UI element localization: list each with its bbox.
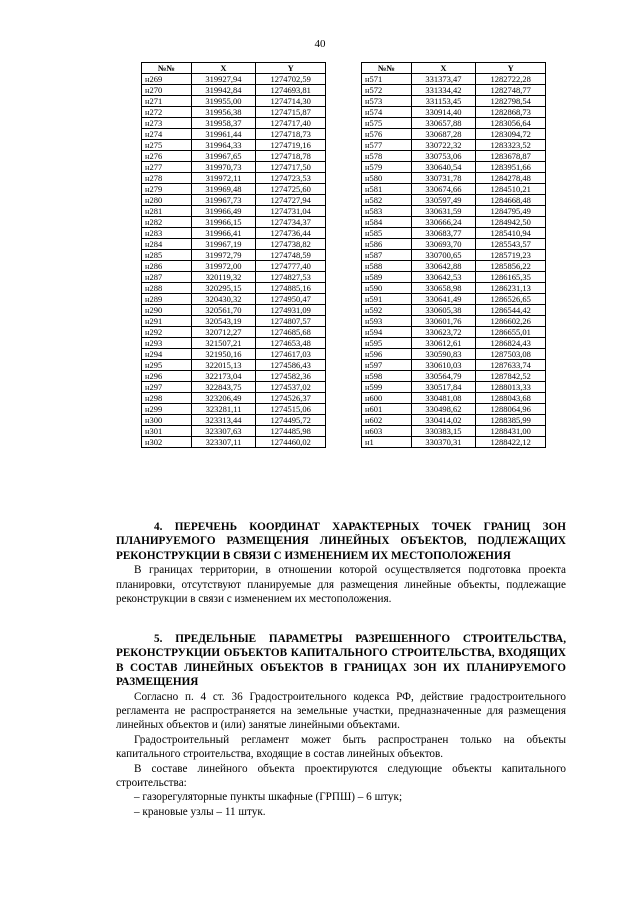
table-body <box>142 74 326 448</box>
point-number-cell: н603 <box>362 426 412 437</box>
point-number-cell: н584 <box>362 217 412 228</box>
table-row <box>142 338 326 349</box>
table-row <box>362 217 546 228</box>
x-coordinate-cell: 321507,21 <box>191 338 256 349</box>
y-coordinate-cell: 1286165,35 <box>476 272 546 283</box>
point-number-cell: н293 <box>142 338 192 349</box>
table-row <box>362 272 546 283</box>
column-header-y: Y <box>476 63 546 74</box>
section-4-heading-text: 4. ПЕРЕЧЕНЬ КООРДИНАТ ХАРАКТЕРНЫХ ТОЧЕК ГРАНИЦ ЗОН ПЛАНИРУЕМОГО РАЗМЕЩЕНИЯ ЛИНЕЙНЫХ ОБЪЕКТОВ, ПОДЛЕЖАЩИХ РЕКОНСТРУКЦИИ В СВЯЗИ С ИЗМЕНЕНИЕМ ИХ МЕСТОПОЛОЖЕНИЯ <box>116 521 566 562</box>
table-row <box>362 206 546 217</box>
point-number-cell: н575 <box>362 118 412 129</box>
x-coordinate-cell: 330383,15 <box>411 426 476 437</box>
table-row <box>142 283 326 294</box>
table-row <box>362 327 546 338</box>
table-row <box>142 382 326 393</box>
y-coordinate-cell: 1274586,43 <box>256 360 326 371</box>
x-coordinate-cell: 330642,88 <box>411 261 476 272</box>
section-4 <box>116 520 566 606</box>
table-row <box>142 107 326 118</box>
table-row <box>362 162 546 173</box>
x-coordinate-cell: 330700,65 <box>411 250 476 261</box>
table-row <box>142 349 326 360</box>
table-row <box>362 305 546 316</box>
x-coordinate-cell: 319927,94 <box>191 74 256 85</box>
y-coordinate-cell: 1274719,16 <box>256 140 326 151</box>
point-number-cell: н589 <box>362 272 412 283</box>
x-coordinate-cell: 322843,75 <box>191 382 256 393</box>
table-row <box>142 195 326 206</box>
x-coordinate-cell: 323281,11 <box>191 404 256 415</box>
point-number-cell: н591 <box>362 294 412 305</box>
point-number-cell: н295 <box>142 360 192 371</box>
y-coordinate-cell: 1274582,36 <box>256 371 326 382</box>
y-coordinate-cell: 1274723,53 <box>256 173 326 184</box>
table-row <box>142 371 326 382</box>
table-row <box>142 316 326 327</box>
y-coordinate-cell: 1284668,48 <box>476 195 546 206</box>
x-coordinate-cell: 319961,44 <box>191 129 256 140</box>
x-coordinate-cell: 330564,79 <box>411 371 476 382</box>
y-coordinate-cell: 1274717,50 <box>256 162 326 173</box>
column-header-y: Y <box>256 63 326 74</box>
point-number-cell: н1 <box>362 437 412 448</box>
x-coordinate-cell: 319964,33 <box>191 140 256 151</box>
x-coordinate-cell: 319966,15 <box>191 217 256 228</box>
table-row <box>362 96 546 107</box>
table-row <box>142 151 326 162</box>
x-coordinate-cell: 319972,79 <box>191 250 256 261</box>
x-coordinate-cell: 330498,62 <box>411 404 476 415</box>
table-row <box>362 250 546 261</box>
y-coordinate-cell: 1284795,49 <box>476 206 546 217</box>
point-number-cell: н283 <box>142 228 192 239</box>
point-number-cell: н298 <box>142 393 192 404</box>
point-number-cell: н573 <box>362 96 412 107</box>
point-number-cell: н580 <box>362 173 412 184</box>
point-number-cell: н289 <box>142 294 192 305</box>
x-coordinate-cell: 319955,00 <box>191 96 256 107</box>
point-number-cell: н601 <box>362 404 412 415</box>
table-row <box>362 129 546 140</box>
list-item: – газорегуляторные пункты шкафные (ГРПШ) – 6 штук; <box>134 791 403 804</box>
y-coordinate-cell: 1282868,73 <box>476 107 546 118</box>
point-number-cell: н291 <box>142 316 192 327</box>
point-number-cell: н586 <box>362 239 412 250</box>
point-number-cell: н280 <box>142 195 192 206</box>
x-coordinate-cell: 320543,19 <box>191 316 256 327</box>
y-coordinate-cell: 1274685,68 <box>256 327 326 338</box>
table-row <box>142 74 326 85</box>
y-coordinate-cell: 1284942,50 <box>476 217 546 228</box>
table-row <box>142 173 326 184</box>
x-coordinate-cell: 330590,83 <box>411 349 476 360</box>
x-coordinate-cell: 319970,73 <box>191 162 256 173</box>
section-4-paragraph: В границах территории, в отношении которой осуществляется подготовка проекта планировки, отсутствуют планируемые для размещения линейные объекты, подлежащие реконструкции в связи с изменением их местоположения. <box>116 564 566 606</box>
y-coordinate-cell: 1285719,23 <box>476 250 546 261</box>
point-number-cell: н592 <box>362 305 412 316</box>
x-coordinate-cell: 323313,44 <box>191 415 256 426</box>
y-coordinate-cell: 1285856,22 <box>476 261 546 272</box>
y-coordinate-cell: 1285543,57 <box>476 239 546 250</box>
y-coordinate-cell: 1283678,87 <box>476 151 546 162</box>
x-coordinate-cell: 330914,40 <box>411 107 476 118</box>
x-coordinate-cell: 330601,76 <box>411 316 476 327</box>
y-coordinate-cell: 1274725,60 <box>256 184 326 195</box>
table-row <box>362 239 546 250</box>
table-row <box>362 283 546 294</box>
table-row <box>362 74 546 85</box>
y-coordinate-cell: 1274807,57 <box>256 316 326 327</box>
y-coordinate-cell: 1274714,30 <box>256 96 326 107</box>
y-coordinate-cell: 1282748,77 <box>476 85 546 96</box>
column-header-x: X <box>191 63 256 74</box>
y-coordinate-cell: 1274702,59 <box>256 74 326 85</box>
point-number-cell: н288 <box>142 283 192 294</box>
point-number-cell: н274 <box>142 129 192 140</box>
table-row <box>142 118 326 129</box>
point-number-cell: н585 <box>362 228 412 239</box>
table-row <box>362 382 546 393</box>
table-row <box>142 85 326 96</box>
y-coordinate-cell: 1274736,44 <box>256 228 326 239</box>
point-number-cell: н277 <box>142 162 192 173</box>
x-coordinate-cell: 330640,54 <box>411 162 476 173</box>
column-header-x: X <box>411 63 476 74</box>
x-coordinate-cell: 330731,78 <box>411 173 476 184</box>
x-coordinate-cell: 331153,45 <box>411 96 476 107</box>
y-coordinate-cell: 1274617,03 <box>256 349 326 360</box>
y-coordinate-cell: 1283056,64 <box>476 118 546 129</box>
table-row <box>142 239 326 250</box>
section-5-heading-text: 5. ПРЕДЕЛЬНЫЕ ПАРАМЕТРЫ РАЗРЕШЕННОГО СТРОИТЕЛЬСТВА, РЕКОНСТРУКЦИИ ОБЪЕКТОВ КАПИТАЛЬНОГО СТРОИТЕЛЬСТВА, ВХОДЯЩИХ В СОСТАВ ЛИНЕЙНЫХ ОБЪЕКТОВ В ГРАНИЦАХ ЗОН ИХ ПЛАНИРУЕМОГО РАЗМЕЩЕНИЯ <box>116 633 566 689</box>
y-coordinate-cell: 1287842,52 <box>476 371 546 382</box>
point-number-cell: н576 <box>362 129 412 140</box>
table-row <box>362 261 546 272</box>
x-coordinate-cell: 330674,66 <box>411 184 476 195</box>
point-number-cell: н287 <box>142 272 192 283</box>
point-number-cell: н594 <box>362 327 412 338</box>
point-number-cell: н275 <box>142 140 192 151</box>
y-coordinate-cell: 1288431,00 <box>476 426 546 437</box>
y-coordinate-cell: 1274460,02 <box>256 437 326 448</box>
x-coordinate-cell: 330370,31 <box>411 437 476 448</box>
table-header-row <box>142 63 326 74</box>
y-coordinate-cell: 1274734,37 <box>256 217 326 228</box>
x-coordinate-cell: 319942,84 <box>191 85 256 96</box>
point-number-cell: н282 <box>142 217 192 228</box>
x-coordinate-cell: 330658,98 <box>411 283 476 294</box>
section-5-paragraph-1: Согласно п. 4 ст. 36 Градостроительного кодекса РФ, действие градостроительного регламента не распространяется на земельные участки, предназначенные для размещения линейных объектов и (или) занятые линейными объектами. <box>116 690 566 732</box>
point-number-cell: н273 <box>142 118 192 129</box>
point-number-cell: н571 <box>362 74 412 85</box>
table-row <box>362 437 546 448</box>
table-row <box>142 426 326 437</box>
x-coordinate-cell: 330687,28 <box>411 129 476 140</box>
table-row <box>362 228 546 239</box>
y-coordinate-cell: 1284278,48 <box>476 173 546 184</box>
table-row <box>362 371 546 382</box>
table-header-row <box>362 63 546 74</box>
point-number-cell: н272 <box>142 107 192 118</box>
table-row <box>142 415 326 426</box>
x-coordinate-cell: 330597,49 <box>411 195 476 206</box>
point-number-cell: н301 <box>142 426 192 437</box>
x-coordinate-cell: 330641,49 <box>411 294 476 305</box>
point-number-cell: н278 <box>142 173 192 184</box>
x-coordinate-cell: 320712,27 <box>191 327 256 338</box>
x-coordinate-cell: 319967,73 <box>191 195 256 206</box>
y-coordinate-cell: 1287633,74 <box>476 360 546 371</box>
y-coordinate-cell: 1274885,16 <box>256 283 326 294</box>
y-coordinate-cell: 1286231,13 <box>476 283 546 294</box>
point-number-cell: н577 <box>362 140 412 151</box>
y-coordinate-cell: 1274515,06 <box>256 404 326 415</box>
x-coordinate-cell: 331334,42 <box>411 85 476 96</box>
section-5-paragraph-2: Градостроительный регламент может быть распространен только на объекты капитального строительства, входящие в состав линейных объектов. <box>116 733 566 761</box>
point-number-cell: н578 <box>362 151 412 162</box>
point-number-cell: н598 <box>362 371 412 382</box>
table-row <box>362 118 546 129</box>
y-coordinate-cell: 1287503,08 <box>476 349 546 360</box>
x-coordinate-cell: 320119,32 <box>191 272 256 283</box>
x-coordinate-cell: 321950,16 <box>191 349 256 360</box>
table-row <box>142 228 326 239</box>
point-number-cell: н588 <box>362 261 412 272</box>
table-row <box>362 360 546 371</box>
point-number-cell: н286 <box>142 261 192 272</box>
column-header-number: №№ <box>362 63 412 74</box>
table-body <box>362 74 546 448</box>
table-row <box>142 404 326 415</box>
table-row <box>142 217 326 228</box>
x-coordinate-cell: 330610,03 <box>411 360 476 371</box>
x-coordinate-cell: 330642,53 <box>411 272 476 283</box>
point-number-cell: н582 <box>362 195 412 206</box>
x-coordinate-cell: 330666,24 <box>411 217 476 228</box>
y-coordinate-cell: 1274748,59 <box>256 250 326 261</box>
point-number-cell: н299 <box>142 404 192 415</box>
x-coordinate-cell: 319972,11 <box>191 173 256 184</box>
point-number-cell: н587 <box>362 250 412 261</box>
y-coordinate-cell: 1288043,68 <box>476 393 546 404</box>
table-row <box>362 184 546 195</box>
x-coordinate-cell: 319967,19 <box>191 239 256 250</box>
table-row <box>142 327 326 338</box>
y-coordinate-cell: 1288385,99 <box>476 415 546 426</box>
table-row <box>142 437 326 448</box>
list-item: – крановые узлы – 11 штук. <box>134 805 266 818</box>
point-number-cell: н596 <box>362 349 412 360</box>
table-row <box>362 173 546 184</box>
y-coordinate-cell: 1288064,96 <box>476 404 546 415</box>
point-number-cell: н271 <box>142 96 192 107</box>
y-coordinate-cell: 1286824,43 <box>476 338 546 349</box>
table-row <box>142 184 326 195</box>
y-coordinate-cell: 1274738,82 <box>256 239 326 250</box>
point-number-cell: н292 <box>142 327 192 338</box>
table-row <box>142 206 326 217</box>
point-number-cell: н600 <box>362 393 412 404</box>
y-coordinate-cell: 1274727,94 <box>256 195 326 206</box>
y-coordinate-cell: 1286526,65 <box>476 294 546 305</box>
table-row <box>142 140 326 151</box>
coordinates-table-left <box>141 62 326 448</box>
point-number-cell: н297 <box>142 382 192 393</box>
x-coordinate-cell: 330517,84 <box>411 382 476 393</box>
table-row <box>142 272 326 283</box>
point-number-cell: н597 <box>362 360 412 371</box>
y-coordinate-cell: 1286655,01 <box>476 327 546 338</box>
table-row <box>362 107 546 118</box>
x-coordinate-cell: 331373,47 <box>411 74 476 85</box>
y-coordinate-cell: 1283094,72 <box>476 129 546 140</box>
x-coordinate-cell: 323307,63 <box>191 426 256 437</box>
point-number-cell: н284 <box>142 239 192 250</box>
x-coordinate-cell: 319966,41 <box>191 228 256 239</box>
table-row <box>362 426 546 437</box>
x-coordinate-cell: 330683,77 <box>411 228 476 239</box>
y-coordinate-cell: 1274950,47 <box>256 294 326 305</box>
point-number-cell: н300 <box>142 415 192 426</box>
point-number-cell: н602 <box>362 415 412 426</box>
x-coordinate-cell: 319972,00 <box>191 261 256 272</box>
x-coordinate-cell: 330631,59 <box>411 206 476 217</box>
column-header-number: №№ <box>142 63 192 74</box>
point-number-cell: н581 <box>362 184 412 195</box>
y-coordinate-cell: 1274718,78 <box>256 151 326 162</box>
y-coordinate-cell: 1274485,98 <box>256 426 326 437</box>
y-coordinate-cell: 1286602,26 <box>476 316 546 327</box>
point-number-cell: н590 <box>362 283 412 294</box>
x-coordinate-cell: 330623,72 <box>411 327 476 338</box>
section-5-heading <box>116 632 566 690</box>
table-row <box>142 162 326 173</box>
x-coordinate-cell: 330753,06 <box>411 151 476 162</box>
table-row <box>142 360 326 371</box>
x-coordinate-cell: 320430,32 <box>191 294 256 305</box>
table-row <box>142 261 326 272</box>
table-row <box>362 404 546 415</box>
y-coordinate-cell: 1283323,52 <box>476 140 546 151</box>
x-coordinate-cell: 330693,70 <box>411 239 476 250</box>
point-number-cell: н583 <box>362 206 412 217</box>
x-coordinate-cell: 319956,38 <box>191 107 256 118</box>
y-coordinate-cell: 1274731,04 <box>256 206 326 217</box>
x-coordinate-cell: 330414,02 <box>411 415 476 426</box>
y-coordinate-cell: 1283951,66 <box>476 162 546 173</box>
x-coordinate-cell: 319969,48 <box>191 184 256 195</box>
point-number-cell: н579 <box>362 162 412 173</box>
section-5 <box>116 632 566 819</box>
y-coordinate-cell: 1282722,28 <box>476 74 546 85</box>
point-number-cell: н279 <box>142 184 192 195</box>
x-coordinate-cell: 319966,49 <box>191 206 256 217</box>
y-coordinate-cell: 1274827,53 <box>256 272 326 283</box>
y-coordinate-cell: 1274653,48 <box>256 338 326 349</box>
x-coordinate-cell: 320295,15 <box>191 283 256 294</box>
y-coordinate-cell: 1274693,81 <box>256 85 326 96</box>
y-coordinate-cell: 1274717,40 <box>256 118 326 129</box>
y-coordinate-cell: 1274931,09 <box>256 305 326 316</box>
x-coordinate-cell: 330605,38 <box>411 305 476 316</box>
table-row <box>362 415 546 426</box>
y-coordinate-cell: 1274715,87 <box>256 107 326 118</box>
point-number-cell: н574 <box>362 107 412 118</box>
page-number: 40 <box>314 38 326 50</box>
x-coordinate-cell: 322173,04 <box>191 371 256 382</box>
point-number-cell: н281 <box>142 206 192 217</box>
y-coordinate-cell: 1274777,40 <box>256 261 326 272</box>
point-number-cell: н595 <box>362 338 412 349</box>
point-number-cell: н599 <box>362 382 412 393</box>
point-number-cell: н270 <box>142 85 192 96</box>
x-coordinate-cell: 319967,65 <box>191 151 256 162</box>
point-number-cell: н296 <box>142 371 192 382</box>
table-row <box>142 129 326 140</box>
y-coordinate-cell: 1284510,21 <box>476 184 546 195</box>
table-row <box>362 195 546 206</box>
y-coordinate-cell: 1274526,37 <box>256 393 326 404</box>
table-row <box>362 316 546 327</box>
x-coordinate-cell: 319958,37 <box>191 118 256 129</box>
table-row <box>362 294 546 305</box>
table-row <box>142 250 326 261</box>
x-coordinate-cell: 330481,08 <box>411 393 476 404</box>
x-coordinate-cell: 322015,13 <box>191 360 256 371</box>
y-coordinate-cell: 1288013,33 <box>476 382 546 393</box>
table-row <box>142 393 326 404</box>
point-number-cell: н294 <box>142 349 192 360</box>
point-number-cell: н276 <box>142 151 192 162</box>
x-coordinate-cell: 320561,70 <box>191 305 256 316</box>
table-row <box>362 151 546 162</box>
coordinates-table-right <box>361 62 546 448</box>
y-coordinate-cell: 1274537,02 <box>256 382 326 393</box>
y-coordinate-cell: 1282798,54 <box>476 96 546 107</box>
section-5-paragraph-3: В составе линейного объекта проектируются следующие объекты капитального строительства: <box>116 762 566 790</box>
y-coordinate-cell: 1286544,42 <box>476 305 546 316</box>
table-row <box>362 140 546 151</box>
y-coordinate-cell: 1274495,72 <box>256 415 326 426</box>
point-number-cell: н285 <box>142 250 192 261</box>
x-coordinate-cell: 330657,88 <box>411 118 476 129</box>
table-row <box>362 85 546 96</box>
point-number-cell: н269 <box>142 74 192 85</box>
table-row <box>362 338 546 349</box>
y-coordinate-cell: 1288422,12 <box>476 437 546 448</box>
table-row <box>142 305 326 316</box>
x-coordinate-cell: 330722,32 <box>411 140 476 151</box>
table-row <box>142 294 326 305</box>
point-number-cell: н302 <box>142 437 192 448</box>
x-coordinate-cell: 330612,61 <box>411 338 476 349</box>
section-4-heading <box>116 520 566 563</box>
x-coordinate-cell: 323307,11 <box>191 437 256 448</box>
y-coordinate-cell: 1285410,94 <box>476 228 546 239</box>
y-coordinate-cell: 1274718,73 <box>256 129 326 140</box>
point-number-cell: н593 <box>362 316 412 327</box>
table-row <box>142 96 326 107</box>
point-number-cell: н290 <box>142 305 192 316</box>
x-coordinate-cell: 323206,49 <box>191 393 256 404</box>
table-row <box>362 349 546 360</box>
table-row <box>362 393 546 404</box>
point-number-cell: н572 <box>362 85 412 96</box>
